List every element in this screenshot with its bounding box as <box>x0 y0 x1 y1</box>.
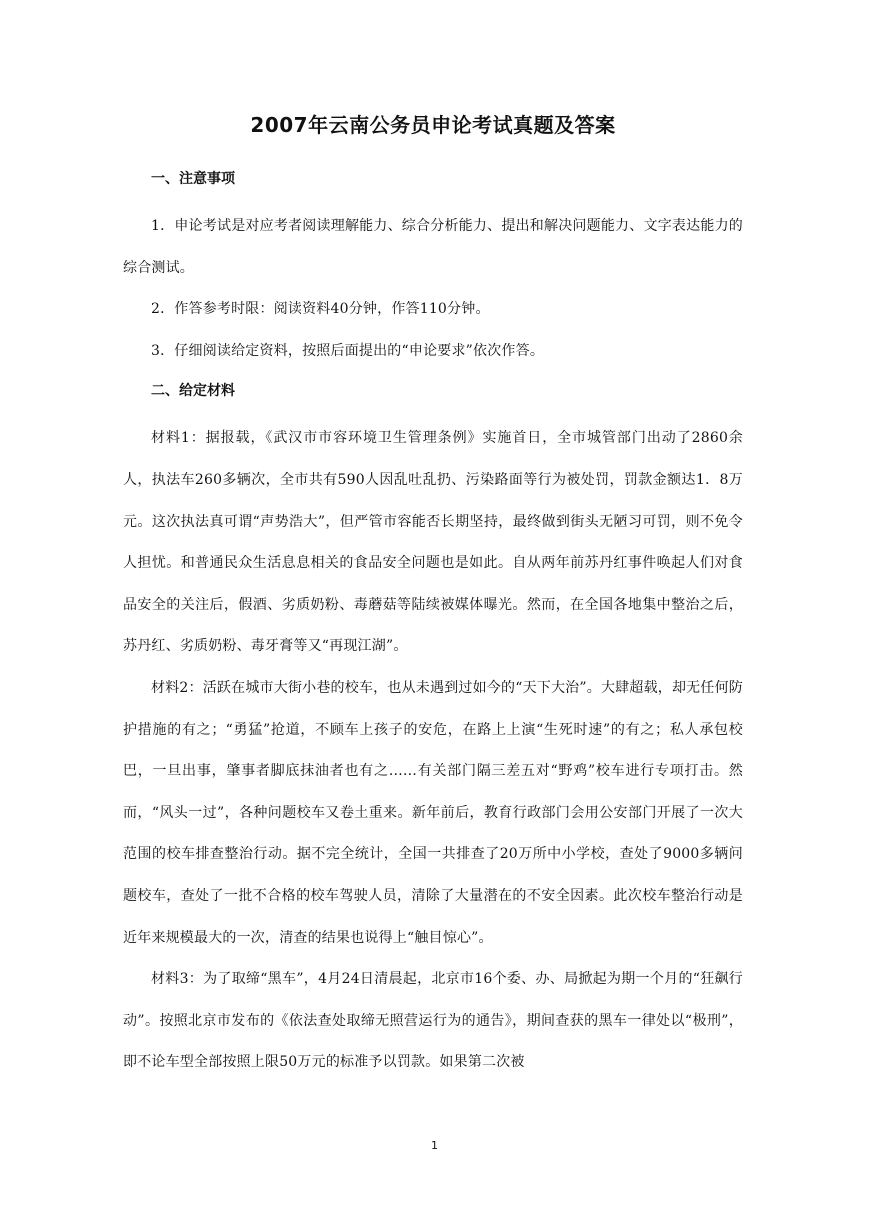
section-notes <box>123 166 743 372</box>
notes-item-3: 3．仔细阅读给定资料，按照后面提出的“申论要求”依次作答。 <box>151 342 545 359</box>
notes-item-1: 1．申论考试是对应考者阅读理解能力、综合分析能力、提出和解决问题能力、文字表达能力的综合测试。 <box>123 218 743 276</box>
material-3: 材料3：为了取缔“黑车”，4月24日清晨起，北京市16个委、办、局掀起为期一个月的“狂飙行动”。按照北京市发布的《依法查处取缔无照营运行为的通告》，期间查获的黑车一律处以“极刑”，即不论车型全部按照上限50万元的标准予以罚款。如果第二次被 <box>123 971 743 1071</box>
section-heading-materials: 二、给定材料 <box>151 383 235 400</box>
notes-item-2: 2．作答参考时限：阅读资料40分钟，作答110分钟。 <box>151 301 490 318</box>
page-title: 2007年云南公务员申论考试真题及答案 <box>250 113 616 137</box>
document-body <box>123 110 743 1084</box>
page-number: 1 <box>431 1139 438 1152</box>
section-heading-notes: 一、注意事项 <box>151 171 235 187</box>
section-materials <box>123 378 743 1084</box>
material-1: 材料1：据报载，《武汉市市容环境卫生管理条例》实施首日，全市城管部门出动了2860余人，执法车260多辆次，全市共有590人因乱吐乱扔、污染路面等行为被处罚，罚款金额达1．8万元。这次执法真可谓“声势浩大”，但严管市容能否长期坚持，最终做到街头无陋习可罚，则不免令人担忧。和普通民众生活息息相关的食品安全问题也是如此。自从两年前苏丹红事件唤起人们对食品安全的关注后，假酒、劣质奶粉、毒蘑菇等陆续被媒体曝光。然而，在全国各地集中整治之后，苏丹红、劣质奶粉、毒牙膏等又“再现江湖”。 <box>123 430 743 655</box>
material-2: 材料2：活跃在城市大街小巷的校车，也从未遇到过如今的“天下大治”。大肆超载，却无任何防护措施的有之；“勇猛”抢道，不顾车上孩子的安危，在路上上演“生死时速”的有之；私人承包校巴，一旦出事，肇事者脚底抹油者也有之……有关部门隔三差五对“野鸡”校车进行专项打击。然而，“风头一过”，各种问题校车又卷土重来。新年前后，教育行政部门会用公安部门开展了一次大范围的校车排查整治行动。据不完全统计，全国一共排查了20万所中小学校，查处了9000多辆问题校车，查处了一批不合格的校车驾驶人员，清除了大量潜在的不安全因素。此次校车整治行动是近年来规模最大的一次，清查的结果也说得上“触目惊心”。 <box>123 679 743 946</box>
